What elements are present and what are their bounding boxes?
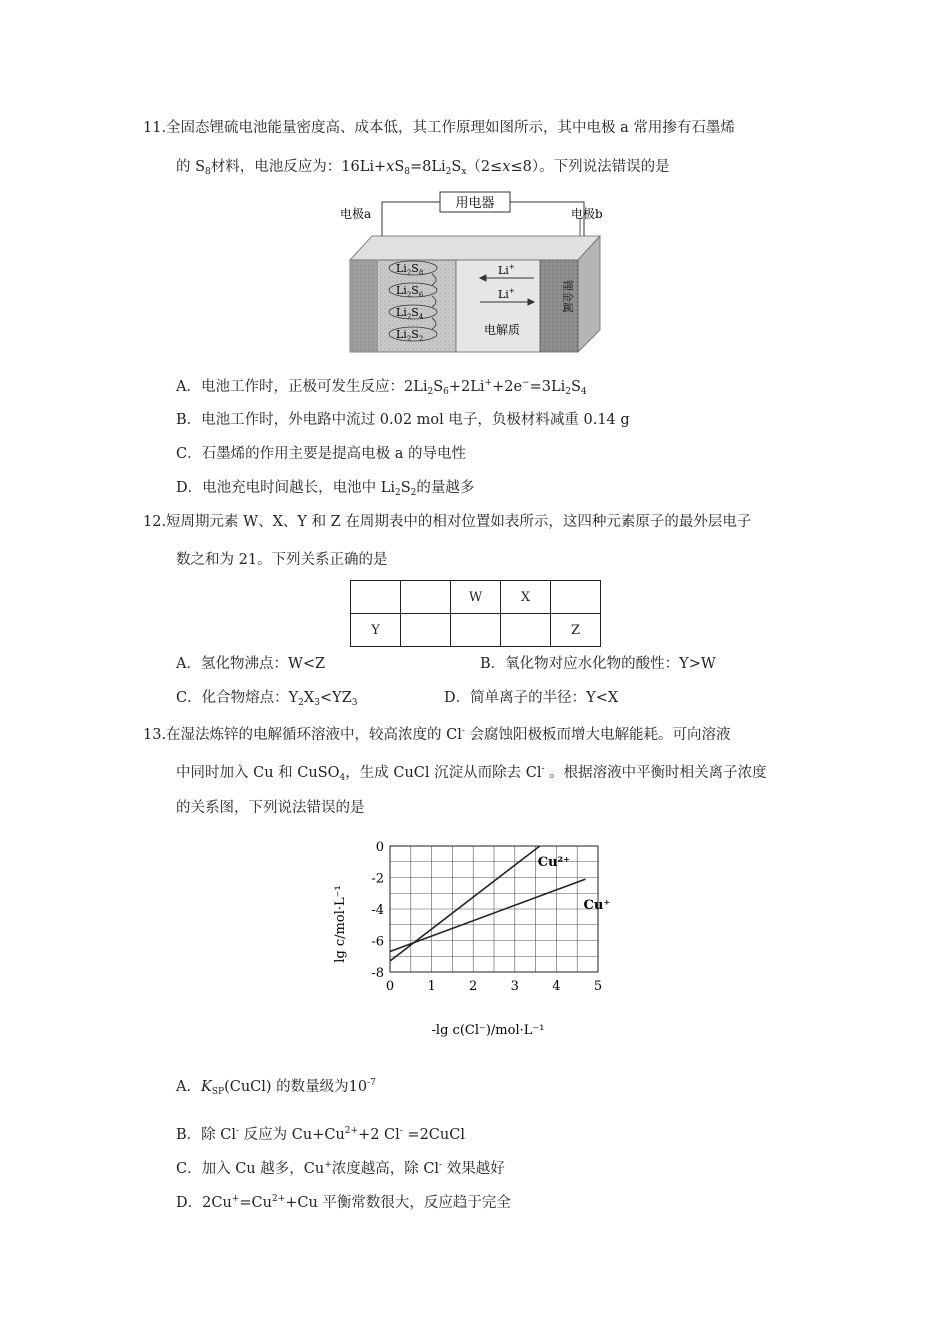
x-tick-label: 5 — [593, 979, 603, 994]
x-axis-label: -lg c(Cl⁻)/mol·L⁻¹ — [431, 1023, 545, 1038]
x-tick-label: 3 — [510, 979, 519, 994]
electrode-a-label: 电极a — [340, 207, 372, 221]
species-s6: $Li_2S_6$ — [396, 284, 424, 299]
q12-option-a: A．氢化物沸点：W<Z — [176, 656, 326, 672]
series-label: Cu²⁺ — [537, 855, 571, 870]
device-label: 用电器 — [455, 196, 495, 211]
q13-option-b: B．除 Cl- 反应为 $Cu+Cu^{2+}+2$ Cl- =2CuCl — [176, 1126, 465, 1143]
table-cell-w: W — [451, 581, 501, 614]
table-cell — [551, 581, 601, 614]
species-s2: $Li_2S_2$ — [396, 328, 424, 343]
lithium-metal-label: 锂金属 — [561, 280, 574, 313]
q13-stem-line1: 13.在湿法炼锌的电解循环溶液中，较高浓度的 Cl- 会腐蚀阳极板而增大电解能耗。可向溶液 — [143, 726, 731, 743]
q13-stem-line2: 中同时加入 Cu 和 CuSO$_4$，生成 CuCl 沉淀从而除去 Cl- 。根据溶液中平衡时相关离子浓度 — [176, 764, 767, 783]
x-tick-label: 4 — [552, 979, 561, 994]
species-s4: $Li_2S_4$ — [396, 306, 424, 321]
q11-stem-line1: 11.全固态锂硫电池能量密度高、成本低，其工作原理如图所示，其中电极 a 常用掺有石墨烯 — [143, 120, 735, 136]
q11-option-a: A．电池工作时，正极可发生反应：$2Li_2S_6+2Li^++2e^-=3Li_2S_4$ — [176, 378, 587, 397]
table-cell-y: Y — [351, 614, 401, 647]
x-tick-label: 0 — [385, 979, 395, 994]
q11-option-d: D．电池充电时间越长，电池中 $Li_2S_2$的量越多 — [176, 480, 475, 498]
y-tick-label: -6 — [371, 934, 384, 950]
table-cell — [451, 614, 501, 647]
table-cell-z: Z — [551, 614, 601, 647]
y-tick-label: -8 — [371, 966, 384, 981]
ion-concentration-chart — [318, 832, 618, 1047]
battery-figure — [340, 188, 610, 356]
q12-stem-line1: 12.短周期元素 W、X、Y 和 Z 在周期表中的相对位置如表所示，这四种元素原子的最外层电子 — [143, 514, 752, 530]
q13-option-c: C．加入 Cu 越多，Cu+浓度越高，除 Cl- 效果越好 — [176, 1160, 505, 1177]
y-tick-label: -2 — [371, 871, 384, 887]
electrolyte-label: 电解质 — [483, 323, 521, 337]
q11-option-b: B．电池工作时，外电路中流过 0.02 mol 电子，负极材料减重 0.14 g — [176, 412, 630, 428]
table-cell — [351, 581, 401, 614]
q12-option-b: B．氧化物对应水化物的酸性：Y>W — [480, 656, 716, 672]
q12-stem-line2: 数之和为 21。下列关系正确的是 — [176, 552, 388, 568]
x-tick-label: 1 — [427, 979, 436, 994]
series-label: Cu⁺ — [583, 898, 611, 914]
table-cell — [501, 614, 551, 647]
periodic-table-fragment — [350, 580, 601, 647]
table-cell-x: X — [501, 581, 551, 614]
q13-option-a: A．$K_{SP}(CuCl)$ 的数量级为$10^{-7}$ — [176, 1078, 376, 1097]
x-tick-label: 2 — [469, 979, 478, 994]
li-ion-label-1: Li+ — [498, 263, 515, 277]
table-cell — [401, 614, 451, 647]
table-cell — [401, 581, 451, 614]
species-s8: $Li_2S_8$ — [396, 262, 424, 277]
q12-option-d: D．简单离子的半径：Y<X — [444, 690, 619, 706]
q13-stem-line3: 的关系图，下列说法错误的是 — [176, 800, 365, 816]
q11-option-c: C．石墨烯的作用主要是提高电极 a 的导电性 — [176, 446, 466, 462]
q12-option-c: C．化合物熔点：$Y_2X_3<YZ_3$ — [176, 690, 358, 708]
q13-option-d: D．$2Cu^+=Cu^{2+}+Cu$ 平衡常数很大，反应趋于完全 — [176, 1194, 511, 1211]
y-axis-label: lg c/mol·L⁻¹ — [333, 885, 348, 963]
q11-stem-line2: 的 $S_8$材料，电池反应为：$16Li+xS_8=8Li_2S_x(2\le x\le 8)$。下列说法错误的是 — [176, 159, 670, 177]
y-tick-label: 0 — [375, 840, 384, 855]
electrode-b-label: 电极b — [571, 207, 603, 221]
y-tick-label: -4 — [371, 903, 384, 918]
li-ion-label-2: Li+ — [498, 287, 515, 301]
